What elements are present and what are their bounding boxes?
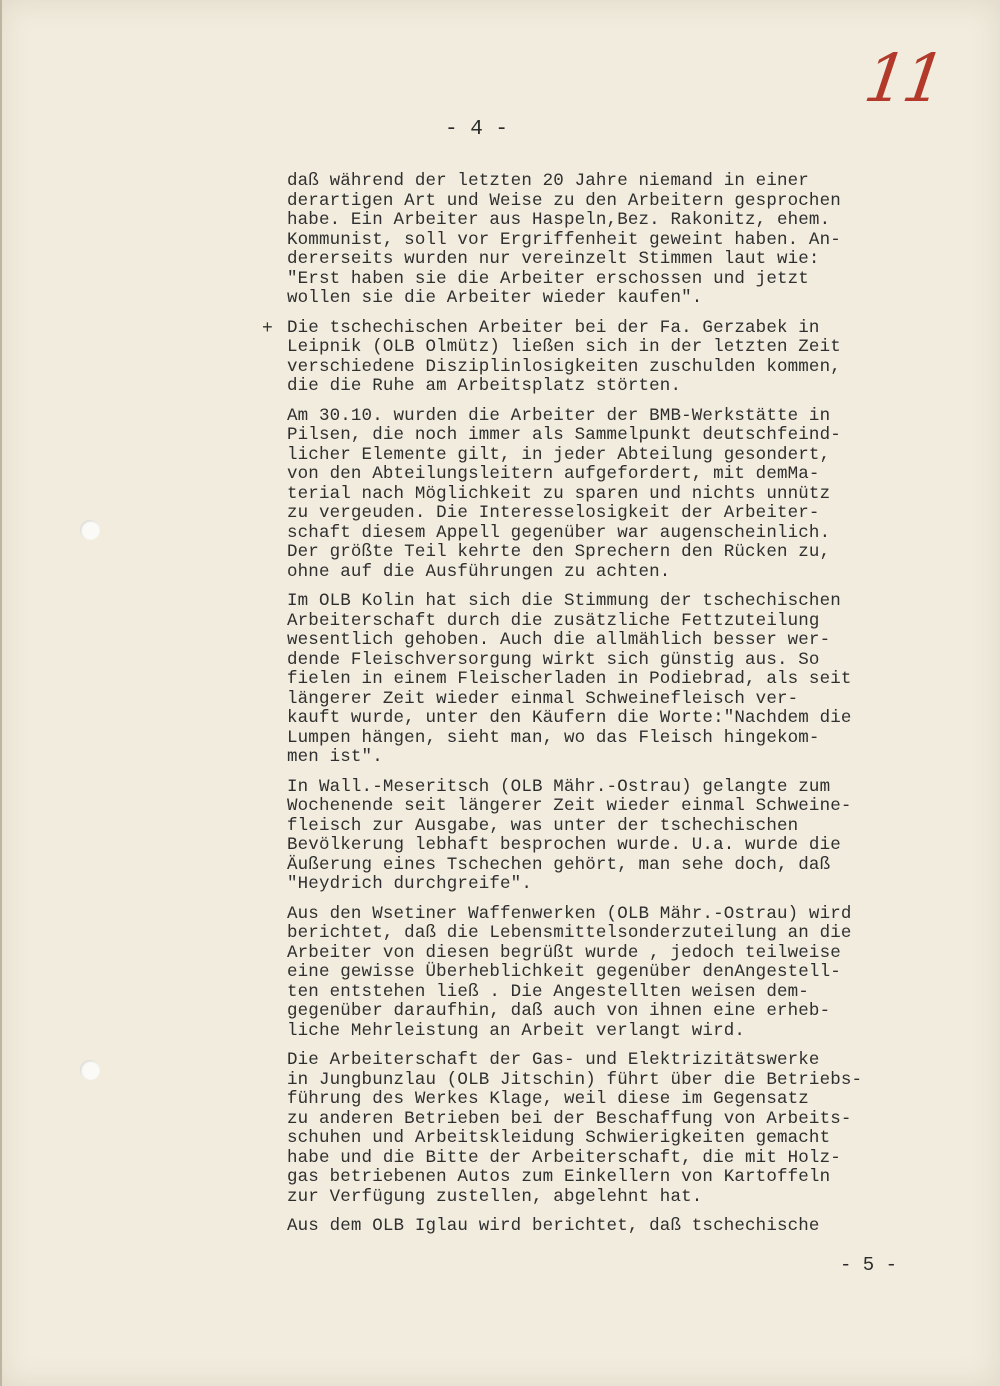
text-line: fleisch zur Ausgabe, was unter der tschechischen — [287, 815, 799, 836]
text-line: schaft diesem Appell gegenüber war augenscheinlich. — [287, 522, 831, 543]
text-line: Die tschechischen Arbeiter bei der Fa. Gerzabek in — [287, 317, 820, 338]
text-line: dererseits wurden nur vereinzelt Stimmen laut wie: — [287, 249, 820, 269]
text-line: Leipnik (OLB Olmütz) ließen sich in der letzten Zeit — [287, 337, 841, 357]
handwritten-folio-number: 11 — [859, 40, 947, 117]
text-line: verschiedene Disziplinlosigkeiten zuschulden kommen, — [287, 356, 841, 377]
text-line: Bevölkerung lebhaft besprochen wurde. U.a. wurde die — [287, 835, 841, 855]
text-line: licher Elemente gilt, in jeder Abteilung gesondert, — [287, 444, 831, 465]
punch-hole-upper — [80, 520, 100, 540]
text-line: terial nach Möglichkeit zu sparen und nichts unnütz — [287, 483, 831, 504]
next-page-indicator: - 5 - — [840, 1254, 898, 1276]
text-line: Wochenende seit längerer Zeit wieder einmal Schweine- — [287, 796, 852, 816]
text-line: gegenüber daraufhin, daß auch von ihnen eine erheb- — [287, 1001, 831, 1021]
text-line: Aus den Wsetiner Waffenwerken (OLB Mähr.-Ostrau) wird — [287, 903, 852, 924]
text-line: Pilsen, die noch immer als Sammelpunkt deutschfeind- — [287, 425, 841, 445]
text-line: habe. Ein Arbeiter aus Haspeln,Bez. Rakonitz, ehem. — [287, 210, 831, 230]
text-line: Arbeiter von diesen begrüßt wurde , jedoch teilweise — [287, 942, 841, 963]
text-line: zu vergeuden. Die Interesselosigkeit der Arbeiter- — [287, 503, 820, 523]
text-line: men ist". — [287, 747, 383, 767]
text-line: Äußerung eines Tschechen gehört, man sehe doch, daß — [287, 854, 831, 875]
paragraph — [287, 778, 947, 895]
paragraph — [287, 592, 947, 768]
text-line: in Jungbunzlau (OLB Jitschin) führt über die Betriebs- — [287, 1069, 863, 1090]
text-line: eine gewisse Überheblichkeit gegenüber denAngestell- — [287, 962, 841, 982]
margin-plus-mark: + — [262, 319, 273, 339]
paragraph — [287, 1217, 947, 1237]
text-line: Im OLB Kolin hat sich die Stimmung der tschechischen — [287, 591, 841, 611]
text-line: die die Ruhe am Arbeitsplatz störten. — [287, 376, 682, 396]
text-line: "Heydrich durchgreife". — [287, 874, 532, 894]
paragraph — [287, 172, 947, 309]
text-line: liche Mehrleistung an Arbeit verlangt wird. — [287, 1020, 746, 1041]
text-line: Der größte Teil kehrte den Sprechern den Rücken zu, — [287, 542, 831, 562]
text-line: wollen sie die Arbeiter wieder kaufen". — [287, 288, 703, 308]
text-line: Die Arbeiterschaft der Gas- und Elektrizitätswerke — [287, 1050, 820, 1070]
text-line: berichtet, daß die Lebensmittelsonderzuteilung an die — [287, 923, 852, 943]
page-number: - 4 - — [445, 118, 509, 141]
text-line: derartigen Art und Weise zu den Arbeitern gesprochen — [287, 190, 841, 211]
paragraph — [287, 1051, 947, 1207]
text-line: wesentlich gehoben. Auch die allmählich besser wer- — [287, 630, 831, 650]
text-line: daß während der letzten 20 Jahre niemand in einer — [287, 171, 809, 191]
text-line: In Wall.-Meseritsch (OLB Mähr.-Ostrau) gelangte zum — [287, 776, 831, 797]
text-line: von den Abteilungsleitern aufgefordert, mit demMa- — [287, 464, 820, 484]
paragraph — [287, 319, 947, 397]
text-line: fielen in einem Fleischerladen in Podiebrad, als seit — [287, 669, 852, 689]
paragraph — [287, 407, 947, 583]
text-line: gas betriebenen Autos zum Einkellern von Kartoffeln — [287, 1167, 831, 1187]
text-line: Arbeiterschaft durch die zusätzliche Fettzuteilung — [287, 610, 820, 631]
text-line: zu anderen Betrieben bei der Beschaffung von Arbeits- — [287, 1108, 852, 1129]
paragraph — [287, 905, 947, 1042]
typewritten-body — [287, 172, 947, 1247]
text-line: Kommunist, soll vor Ergriffenheit geweint haben. An- — [287, 229, 841, 250]
text-line: Aus dem OLB Iglau wird berichtet, daß tschechische — [287, 1216, 820, 1236]
text-line: habe und die Bitte der Arbeiterschaft, die mit Holz- — [287, 1147, 841, 1168]
text-line: "Erst haben sie die Arbeiter erschossen und jetzt — [287, 268, 809, 289]
text-line: längerer Zeit wieder einmal Schweinefleisch ver- — [287, 688, 799, 709]
text-line: schuhen und Arbeitskleidung Schwierigkeiten gemacht — [287, 1128, 831, 1148]
punch-hole-lower — [80, 1060, 100, 1080]
text-line: zur Verfügung zustellen, abgelehnt hat. — [287, 1186, 703, 1207]
text-line: Lumpen hängen, sieht man, wo das Fleisch hingekom- — [287, 727, 820, 748]
text-line: führung des Werkes Klage, weil diese im Gegensatz — [287, 1089, 809, 1109]
page-edge — [0, 0, 2, 1386]
text-line: Am 30.10. wurden die Arbeiter der BMB-Werkstätte in — [287, 405, 831, 426]
text-line: kauft wurde, unter den Käufern die Worte:"Nachdem die — [287, 708, 852, 728]
text-line: dende Fleischversorgung wirkt sich günstig aus. So — [287, 649, 820, 670]
text-line: ten entstehen ließ . Die Angestellten weisen dem- — [287, 981, 809, 1002]
text-line: ohne auf die Ausführungen zu achten. — [287, 561, 671, 582]
